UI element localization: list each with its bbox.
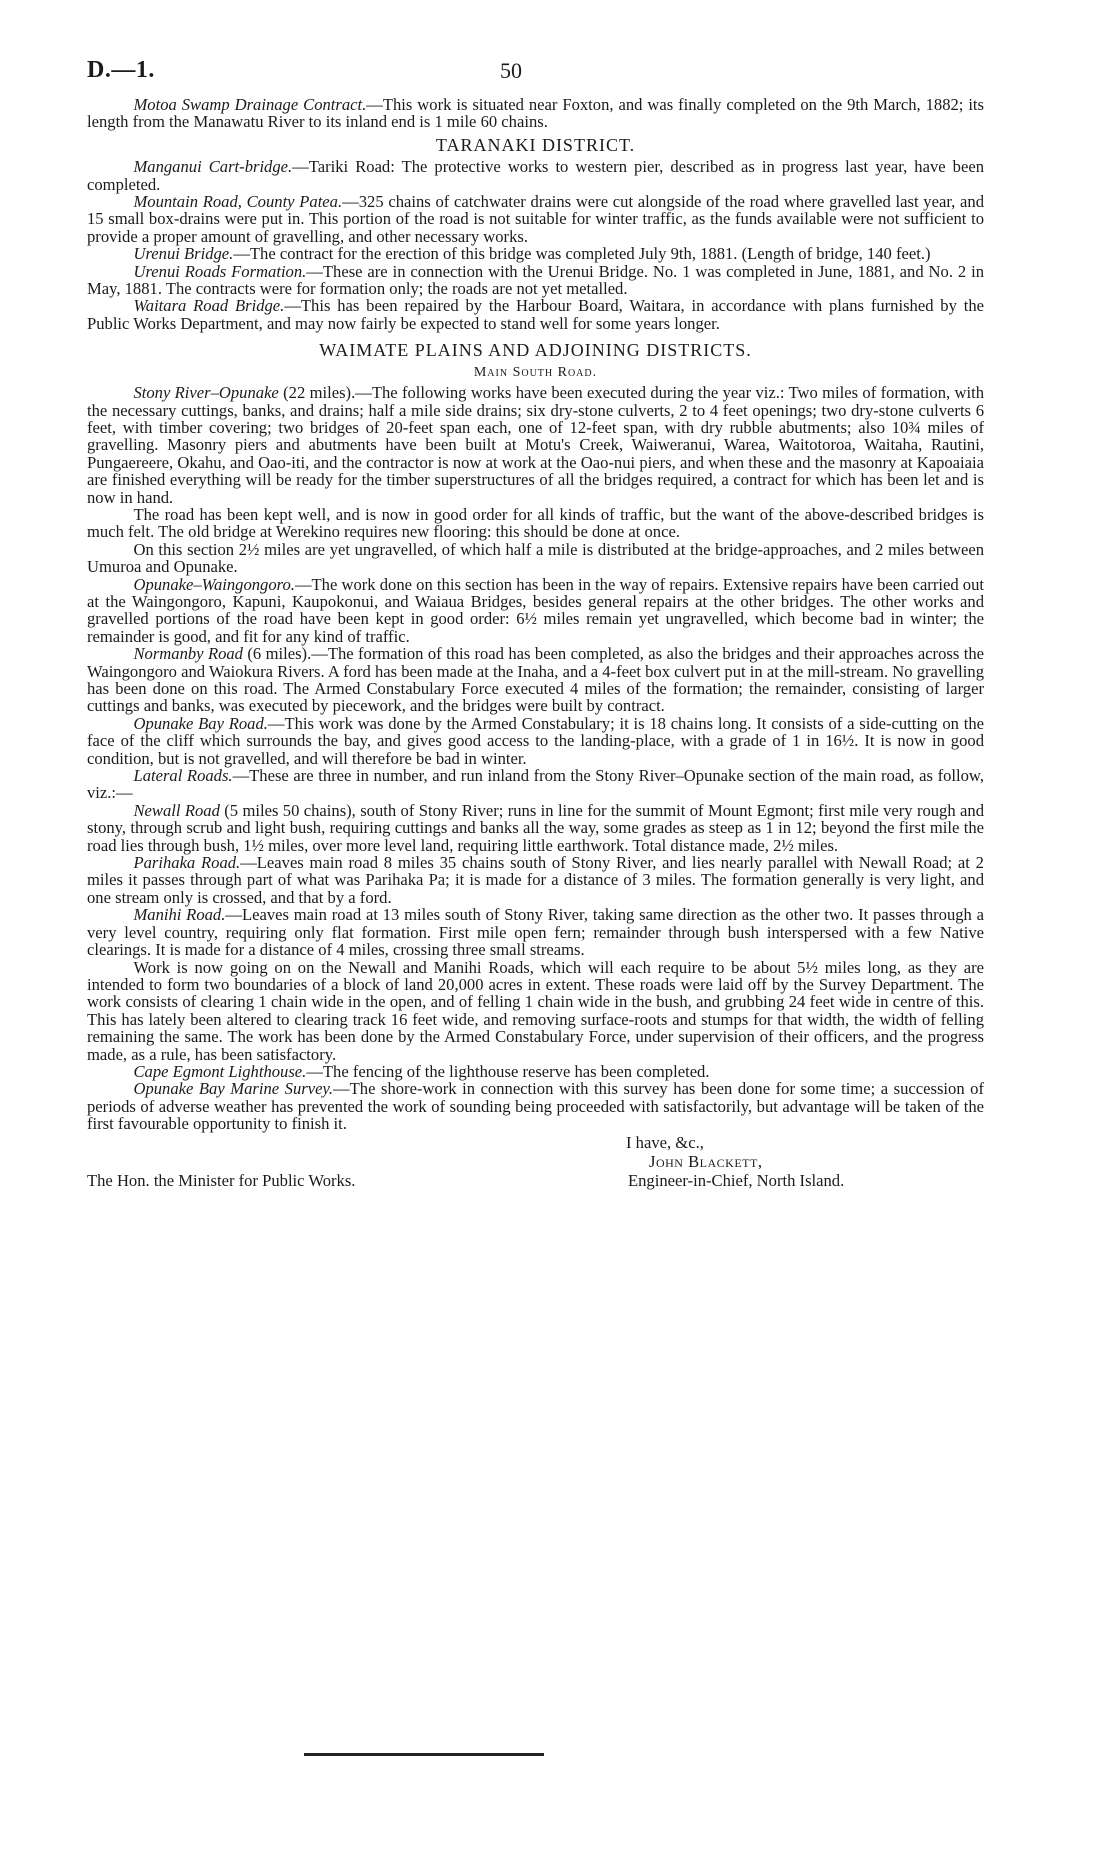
paragraph-text: —These are in connection with the Urenui Bridge. No. 1 was completed in June, 1881, and No. 2 in May, 1881. The contracts were for formation only; the roads are not yet metalled. <box>87 261 984 299</box>
paragraph-title: Newall Road <box>133 800 220 820</box>
closing-rule <box>304 1753 544 1756</box>
paragraph-text: —This work was done by the Armed Constabulary; it is 18 chains long. It consists of a side-cutting on the face of the cliff which surrounds the bay, and gives good access to the landing-place, with a grade of 1 in 16½. It is now in good condition, but is not gravelled, and will therefore be bad in winter. <box>87 713 985 768</box>
paragraph-work-going-on: Work is now going on on the Newall and Manihi Roads, which will each require to be about 5½ miles long, as they are intended to form two boundaries of a block of land 20,000 acres in extent. These roads were laid off by the Survey Department. The work consists of clearing 1 chain wide in the open, and of felling 1 chain wide in the bush, and grubbing 24 feet wide in centre of this. This has lately been altered to clearing track 16 feet wide, and removing surface-roots and stumps for that width, the width of felling remaining the same. The work has been done by the Armed Constabulary Force, under supervision of their officers, and the progress made, as a rule, has been satisfactory. <box>87 957 984 1064</box>
paragraph-title: Opunake–Waingongoro. <box>133 574 295 594</box>
paragraph-marine-survey <box>87 1080 984 1132</box>
paragraph-waitara <box>87 297 984 332</box>
paragraph-title: Manganui Cart-bridge. <box>133 157 293 177</box>
paragraph-stony-river <box>87 384 984 506</box>
paragraph-title: Stony River–Opunake <box>133 383 279 403</box>
addressee: The Hon. the Minister for Public Works. <box>87 1170 356 1190</box>
paragraph-text: —Tariki Road: The protective works to western pier, described as in progress last year, have been completed. <box>87 157 984 194</box>
paragraph-text: —The shore-work in connection with this survey has been done for some time; a succession of periods of adverse weather has prevented the work of sounding being proceeded with satisfactorily, but advantage will be taken of the first favourable opportunity to finish it. <box>87 1079 984 1134</box>
paragraph-text: —The work done on this section has been in the way of repairs. Extensive repairs have been carried out at the Waingongoro, Kapuni, Kaupokonui, and Waiaua Bridges, besides general repairs at the other bridges. The other works and gravelled portions of the road have been kept in good order: 6½ miles remain yet ungravelled, which become bad in winter; the remainder is good, and fit for any kind of traffic. <box>87 574 984 646</box>
paragraph-title: Urenui Roads Formation. <box>133 261 307 281</box>
paragraph-title: Motoa Swamp Drainage Contract. <box>133 95 367 114</box>
heading-taranaki-district: TARANAKI DISTRICT. <box>435 134 636 155</box>
paragraph-text: —This work is situated near Foxton, and was finally completed on the 9th March, 1882; its length from the Manawatu River to its inland end is 1 mile 60 chains. <box>87 95 985 132</box>
page-number: 50 <box>500 58 522 83</box>
paragraph-parihaka-road <box>87 854 984 906</box>
paragraph-opunake-waingongoro <box>87 576 984 646</box>
paragraph-text: (6 miles).—The formation of this road has been completed, as also the bridges and their approaches across the Waingongoro and Waiokura Rivers. A ford has been made at the Inaha, and a 4-feet box culvert put in at the mill-stream. No gravelling has been done on this road. The Armed Constabulary Force executed 4 miles of the formation; the remainder, consisting of larger cuttings and banks, was executed by piecework, and the bridges were built by contract. <box>87 644 984 716</box>
heading-waimate-plains: WAIMATE PLAINS AND ADJOINING DISTRICTS. <box>319 340 752 361</box>
paragraph-lateral-roads <box>87 767 984 802</box>
paragraph-text: —The fencing of the lighthouse reserve has been completed. <box>306 1061 710 1081</box>
paragraph-text: —These are three in number, and run inland from the Stony River–Opunake section of the main road, as follow, viz.:— <box>87 766 984 803</box>
paragraph-urenui-roads <box>87 263 984 298</box>
paragraph-text: —Leaves main road 8 miles 35 chains south of Stony River, and lies nearly parallel with Newall Road; at 2 miles it passes through part of what was Parihaka Pa; it is made for a distance of 3 miles. The formation generally is very light, and one stream only is crossed, and that by a ford. <box>87 853 984 907</box>
page-header <box>87 0 984 96</box>
paragraph-motoa <box>87 96 984 131</box>
paragraph-title: Manihi Road. <box>133 905 226 925</box>
paragraph-road-kept: The road has been kept well, and is now in good order for all kinds of traffic, but the want of the above-described bridges is much felt. The old bridge at Werekino requires new flooring: this should be done at once. <box>87 504 984 542</box>
paragraph-text: —This has been repaired by the Harbour Board, Waitara, in accordance with plans furnished by the Public Works Department, and may now fairly be expected to stand well for some years longer. <box>87 296 984 333</box>
paragraph-opunake-bay-road <box>87 715 984 767</box>
paragraph-cape-egmont <box>87 1063 984 1080</box>
paragraph-text: (5 miles 50 chains), south of Stony River; runs in line for the summit of Mount Egmont; first mile very rough and stony, through scrub and light bush, requiring cuttings and banks all the way, some grades as steep as 1 in 12; beyond the first mile the road lies through bush, 1½ miles, over more level land, requiring little earthwork. Total distance made, 2½ miles. <box>87 800 984 855</box>
paragraph-normanby-road <box>87 645 984 715</box>
paragraph-manganui <box>87 158 984 193</box>
paragraph-title: Mountain Road, County Patea. <box>133 192 343 212</box>
paragraph-section-ungravelled: On this section 2½ miles are yet ungravelled, of which half a mile is distributed at the bridge-approaches, and 2 miles between Umuroa and Opunake. <box>87 539 984 577</box>
signatory-title: Engineer-in-Chief, North Island. <box>628 1170 845 1190</box>
paragraph-title: Opunake Bay Marine Survey. <box>133 1079 334 1099</box>
paragraph-title: Cape Egmont Lighthouse. <box>133 1061 307 1081</box>
paragraph-title: Lateral Roads. <box>133 766 233 786</box>
heading-main-south-road: Main South Road. <box>473 364 598 380</box>
closing-salutation: I have, &c., <box>626 1132 704 1152</box>
signatory-name: John Blackett, <box>649 1151 763 1171</box>
paragraph-title: Opunake Bay Road. <box>133 713 268 733</box>
paragraph-text: —The contract for the erection of this bridge was completed July 9th, 1881. (Length of bridge, 140 feet.) <box>233 244 931 264</box>
paragraph-text: (22 miles).—The following works have been executed during the year viz.: Two miles of formation, with the necessary cuttings, banks, and drains; half a mile side drains; six dry-stone culverts, 2 to 4 feet openings; two dry-stone culverts 6 feet, with timber covering; two bridges of 20-feet span each, one of 12-feet span, with dry rubble abutments; also 10¾ miles of gravelling. Masonry piers and abutments have been built at Motu's Creek, Waiweranui, Warea, Waitotoroa, Waitaha, Rautini, Pungaereere, Okahu, and Oao-iti, and the contractor is now at work at the Oao-nui piers, and when these and the masonry at Kapoaiaia are finished everything will be ready for the timber superstructures of all the bridges required, a contract for which has been let and is now in hand. <box>87 383 984 507</box>
paragraph-manihi-road <box>87 906 984 958</box>
closing-block <box>87 1133 984 1217</box>
paragraph-title: Normanby Road <box>133 644 243 664</box>
paragraph-title: Waitara Road Bridge. <box>133 296 285 316</box>
paragraph-text: —Leaves main road at 13 miles south of Stony River, taking same direction as the other two. It passes through a very level country, requiring only flat formation. First mile open fern; remainder through bush interspersed with a few Native clearings. It is made for a distance of 4 miles, crossing three small streams. <box>87 905 984 960</box>
document-reference: D.—1. <box>87 57 155 83</box>
paragraph-urenui-bridge <box>87 245 984 262</box>
paragraph-mountain-road <box>87 193 984 245</box>
paragraph-newall-road <box>87 802 984 854</box>
paragraph-title: Urenui Bridge. <box>133 244 234 264</box>
paragraph-text: —325 chains of catchwater drains were cut alongside of the road where gravelled last year, and 15 small box-drains were put in. This portion of the road is not suitable for winter traffic, as the funds available were not sufficient to provide a proper amount of gravelling, and other necessary works. <box>87 192 985 246</box>
paragraph-title: Parihaka Road. <box>133 853 241 873</box>
